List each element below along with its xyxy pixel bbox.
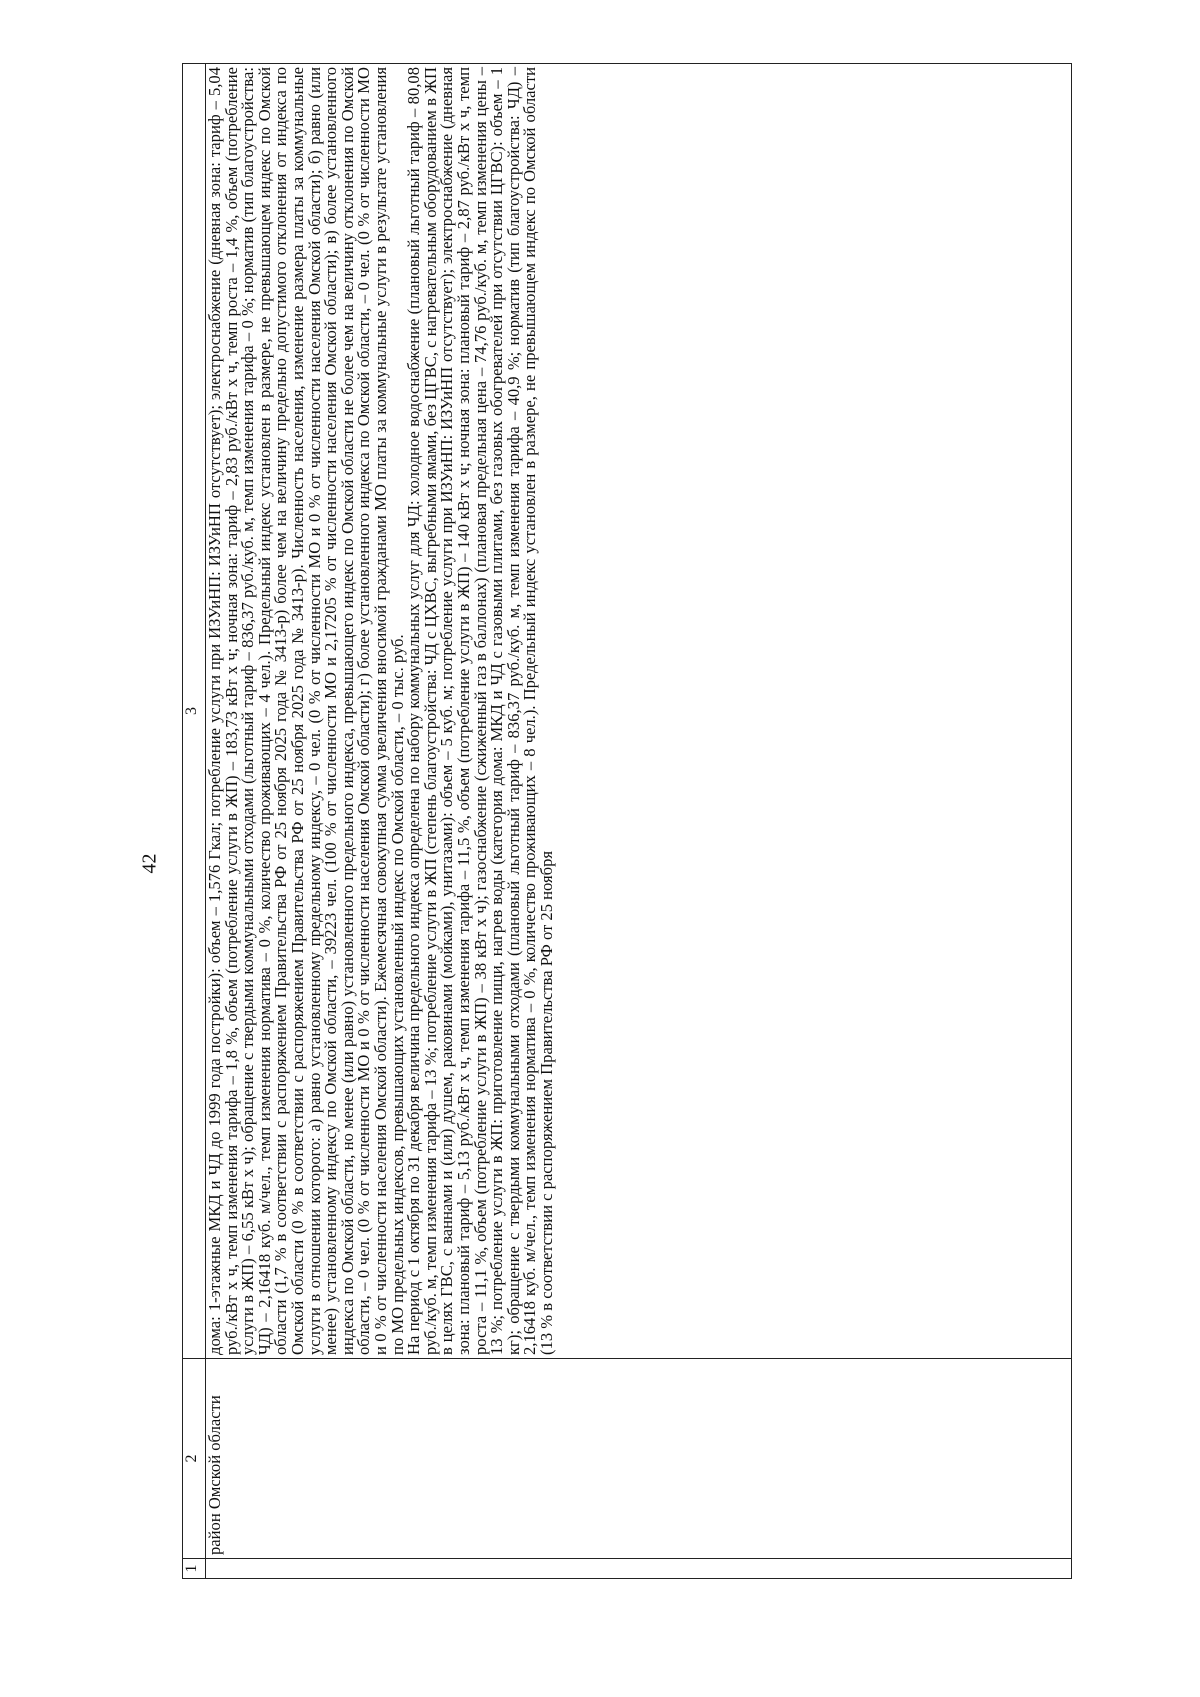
page-number: 42	[138, 853, 161, 874]
document-table	[182, 63, 1072, 1579]
table-header-row	[183, 64, 206, 1579]
table-header-cell-1: 1	[183, 1559, 206, 1579]
table-cell-description	[206, 64, 1072, 1359]
table-cell-district: район Омской области	[206, 1359, 1072, 1559]
table-header-cell-3: 3	[183, 64, 206, 1359]
document-table-container	[182, 63, 1072, 1579]
description-paragraph-2: На период с 1 октября по 31 декабря величина предельного индекса определена по набору коммунальных услуг для ЧД: холодное водоснабжение (плановый льготный тариф – 80,08 руб./куб. м, темп изменения тарифа – 13 %; потребление услуги в ЖП (степень благоустройства: ЧД с ЦХВС, выгребными ямами, без ЦГВС, с нагревательным оборудованием в ЖП в целях ГВС, с ваннами и (или) душем, раковинами (мойками), унитазами): объем – 5 куб. м; потребление услуги при ИЗУиНП: ИЗУиНП отсутствует); электроснабжение (дневная зона: плановый тариф – 5,13 руб./кВт х ч, темп изменения тарифа – 11,5 %, объем (потребление услуги в ЖП) – 140 кВт х ч; ночная зона: плановый тариф – 2,87 руб./кВт х ч, темп роста – 11,1 %, объем (потребление услуги в ЖП) – 38 кВт х ч); газоснабжение (сжиженный газ в баллонах) (плановая предельная цена – 74,76 руб./куб. м, темп изменения цены – 13 %; потребление услуги в ЖП: приготовление пищи, нагрев воды (категория дома: МКД и ЧД с газовыми плитами, без газовых обогревателей при отсутствии ЦГВС): объем – 1 кг); обращение с твердыми коммунальными отходами (плановый льготный тариф – 836,37 руб./куб. м, темп изменения тарифа – 40,9 %; норматив (тип благоустройства: ЧД) – 2,16418 куб. м/чел., темп изменения норматива – 0 %, количество проживающих – 8 чел.). Предельный индекс установлен в размере, не превышающем индекс по Омской области (13 % в соответствии с распоряжением Правительства РФ от 25 ноября	[404, 67, 556, 1355]
table-header-cell-2: 2	[183, 1359, 206, 1559]
description-paragraph-1: дома: 1-этажные МКД и ЧД до 1999 года постройки): объем – 1,576 Гкал; потребление услуги при ИЗУиНП: ИЗУиНП отсутствует); электроснабжение (дневная зона: тариф – 5,04 руб./кВт х ч, темп изменения тарифа – 1,8 %, объем (потребление услуги в ЖП) – 183,73 кВт х ч; ночная зона: тариф – 2,83 руб./кВт х ч, темп роста – 1,4 %, объем (потребление услуги в ЖП) – 6,55 кВт х ч); обращение с твердыми коммунальными отходами (льготный тариф – 836,37 руб./куб. м, темп изменения тарифа – 0 %; норматив (тип благоустройства: ЧД) – 2,16418 куб. м/чел., темп изменения норматива – 0 %, количество проживающих – 4 чел.). Предельный индекс установлен в размере, не превышающем индекс по Омской области (1,7 % в соответствии с распоряжением Правительства РФ от 25 ноября 2025 года № 3413-р) более чем на величину предельно допустимого отклонения от индекса по Омской области (0 % в соответствии с распоряжением Правительства РФ от 25 ноября 2025 года № 3413-р). Численность населения, изменение размера платы за коммунальные услуги в отношении которого: а) равно установленному предельному индексу, – 0 чел. (0 % от численности МО и 0 % от численности населения Омской области); б) равно (или менее) установленному индексу по Омской области, – 39223 чел. (100 % от численности МО и 2,17205 % от численности населения Омской области); в) более установленного индекса по Омской области, но менее (или равно) установленного предельного индекса, превышающего индекс по Омской области не более чем на величину отклонения по Омской области, – 0 чел. (0 % от численности МО и 0 % от численности населения Омской области); г) более установленного индекса по Омской области, – 0 чел. (0 % от численности МО и 0 % от численности населения Омской области). Ежемесячная совокупная сумма увеличения вносимой гражданами МО платы за коммунальные услуги в результате установления по МО предельных индексов, превышающих установленный индекс по Омской области, – 0 тыс. руб.	[205, 67, 407, 1355]
table-row	[206, 64, 1072, 1579]
table-cell-number	[206, 1559, 1072, 1579]
